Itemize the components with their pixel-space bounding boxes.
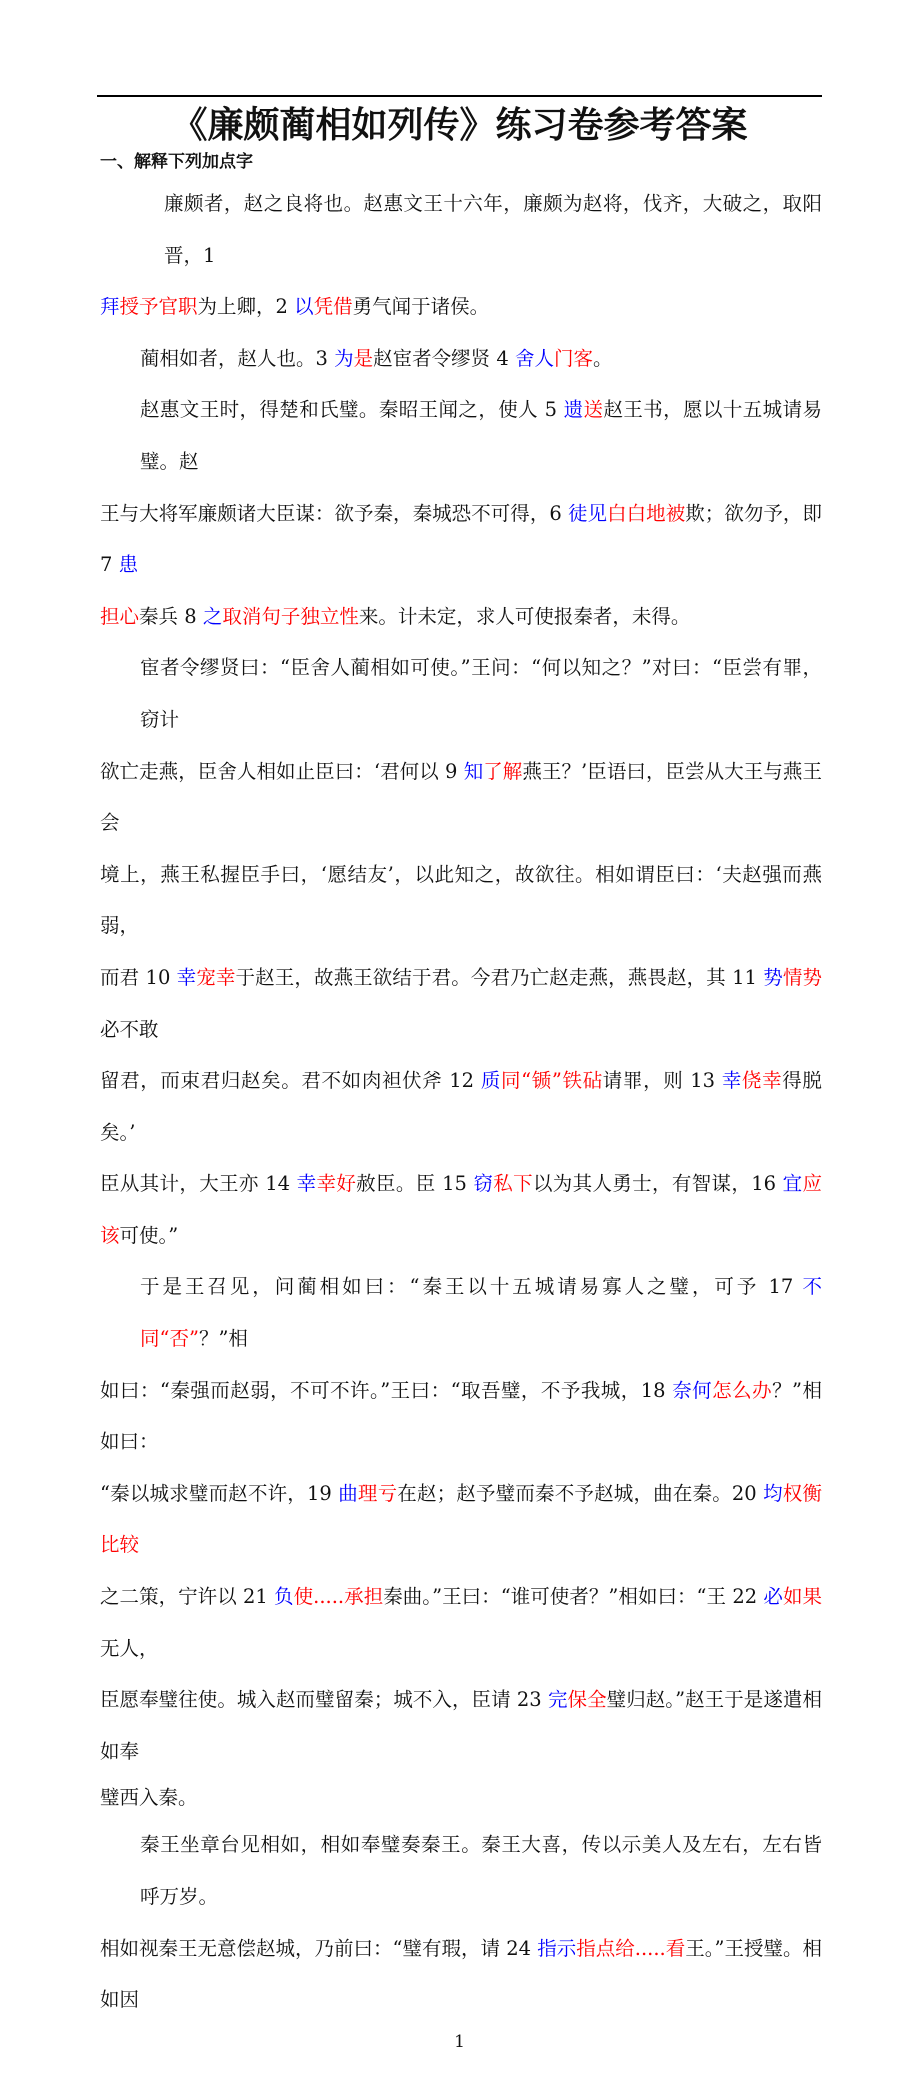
annotated-word: 拜 bbox=[100, 295, 120, 319]
answer-text: 情势 bbox=[782, 965, 822, 989]
body-text: 燕王？’臣语曰，臣尝从大王与燕王会 bbox=[100, 759, 822, 835]
body-text: 可使。” bbox=[119, 1223, 179, 1247]
text-line bbox=[100, 384, 822, 487]
annotated-word: 完 bbox=[547, 1688, 568, 1712]
annotated-word: 患 bbox=[118, 553, 139, 577]
answer-text: 权衡比较 bbox=[100, 1481, 822, 1557]
body-text: 赵王书，愿以十五城请易璧。赵 bbox=[140, 398, 822, 473]
text-line bbox=[100, 849, 822, 952]
body-text: 秦兵 8 bbox=[139, 604, 203, 628]
annotated-word: 舍人 bbox=[514, 346, 554, 370]
text-line bbox=[100, 488, 822, 591]
annotated-word: 以 bbox=[294, 295, 314, 319]
text-line bbox=[100, 1158, 822, 1261]
body-text: 廉颇者，赵之良将也。赵惠文王十六年，廉颇为赵将，伐齐，大破之，取阳晋，1 bbox=[164, 192, 822, 267]
body-text: 无人， bbox=[100, 1636, 159, 1660]
annotated-word: 幸 bbox=[296, 1172, 317, 1196]
answer-text: 如果 bbox=[782, 1585, 822, 1609]
body-text: 为上卿，2 bbox=[197, 295, 295, 319]
text-line bbox=[100, 1819, 822, 1922]
text-line bbox=[100, 281, 822, 333]
answer-text: 保全 bbox=[567, 1688, 607, 1712]
body-text: 来。计未定，求人可使报秦者，未得。 bbox=[358, 604, 691, 628]
annotated-word: 势 bbox=[763, 965, 783, 989]
annotated-word: 为 bbox=[334, 346, 354, 370]
answer-text: 白白地被 bbox=[607, 501, 686, 525]
text-line bbox=[100, 1674, 822, 1777]
answer-text: 门客 bbox=[553, 346, 593, 370]
text-line bbox=[100, 1923, 822, 2026]
page-number: 1 bbox=[454, 2031, 465, 2052]
section-heading: 一、解释下列加点字 bbox=[100, 152, 253, 172]
annotated-word: 指示 bbox=[537, 1936, 577, 1960]
annotated-word: 徒见 bbox=[568, 501, 608, 525]
annotated-word: 幸 bbox=[721, 1069, 742, 1093]
body-text: 以为其人勇士，有智谋，16 bbox=[532, 1172, 783, 1196]
answer-text: 凭借 bbox=[313, 295, 353, 319]
answer-text: 担心 bbox=[100, 604, 140, 628]
body-text: 欲亡走燕，臣舍人相如止臣曰：‘君何以 9 bbox=[100, 759, 464, 783]
body-text: 王。”王授璧。相如因 bbox=[100, 1936, 822, 2012]
text-line bbox=[100, 1777, 822, 1819]
answer-text: 授予官职 bbox=[119, 295, 198, 319]
body-text: 赵惠文王时，得楚和氏璧。秦昭王闻之，使人 5 bbox=[140, 398, 564, 422]
annotated-word: 质 bbox=[480, 1069, 502, 1093]
answer-text: 应该 bbox=[100, 1172, 822, 1247]
body-text: 宦者令缪贤曰：“臣舍人蔺相如可使。”王问：“何以知之？”对曰：“臣尝有罪，窃计 bbox=[140, 656, 822, 731]
answer-text: 使.....承担 bbox=[293, 1585, 384, 1609]
body-text: 秦王坐章台见相如，相如奉璧奏秦王。秦王大喜，传以示美人及左右，左右皆呼万岁。 bbox=[140, 1833, 822, 1908]
annotated-word: 不 bbox=[802, 1275, 822, 1299]
body-text: 赵宦者令缪贤 4 bbox=[373, 346, 515, 370]
annotated-word: 必 bbox=[763, 1585, 783, 1609]
text-line bbox=[100, 1055, 822, 1158]
text-line bbox=[100, 1468, 822, 1571]
answer-text: 幸好 bbox=[316, 1172, 357, 1196]
body-text: 璧归赵。”赵王于是遂遣相如奉 bbox=[100, 1688, 822, 1763]
answer-text: 是 bbox=[353, 346, 374, 370]
body-text: 如曰：“秦强而赵弱，不可不许。”王曰：“取吾璧，不予我城，18 bbox=[100, 1378, 673, 1402]
text-line bbox=[100, 746, 822, 849]
body-text: 王与大将军廉颇诸大臣谋：欲予秦，秦城恐不可得，6 bbox=[100, 501, 569, 525]
body-text: 欺；欲勿予，即 7 bbox=[100, 501, 822, 577]
annotated-word: 曲 bbox=[338, 1481, 358, 1505]
answer-text: 取消句子独立性 bbox=[222, 604, 359, 628]
body-text: ？”相如曰： bbox=[100, 1378, 822, 1454]
annotated-word: 均 bbox=[763, 1481, 783, 1505]
text-line bbox=[100, 333, 822, 385]
annotated-word: 宜 bbox=[782, 1172, 803, 1196]
body-text: 蔺相如者，赵人也。3 bbox=[140, 346, 335, 370]
body-text: 境上，燕王私握臣手曰，‘愿结友’，以此知之，故欲往。相如谓臣曰：‘夫赵强而燕弱， bbox=[100, 862, 822, 938]
text-line bbox=[100, 1571, 822, 1674]
body-text: 秦曲。”王曰：“谁可使者？”相如曰：“王 22 bbox=[383, 1585, 764, 1609]
answer-text: 怎么办 bbox=[712, 1378, 773, 1402]
text-line bbox=[100, 952, 822, 1055]
body-text: 而君 10 bbox=[100, 965, 177, 989]
body-text: 臣从其计，大王亦 14 bbox=[100, 1172, 297, 1196]
answer-text: 侥幸 bbox=[742, 1069, 783, 1093]
body-text: 留君，而束君归赵矣。君不如肉袒伏斧 12 bbox=[100, 1069, 481, 1093]
answer-text: 送 bbox=[583, 398, 604, 422]
header-rule bbox=[97, 95, 822, 97]
annotated-word: 之 bbox=[202, 604, 223, 628]
body-text: 璧西入秦。 bbox=[100, 1786, 198, 1810]
answer-text: 指点给.....看 bbox=[576, 1936, 686, 1960]
annotated-word: 负 bbox=[274, 1585, 294, 1609]
body-text: 相如视秦王无意偿赵城，乃前曰：“璧有瑕，请 24 bbox=[100, 1936, 538, 1960]
body-text: “秦以城求璧而赵不许，19 bbox=[100, 1481, 339, 1505]
body-text: 之二策，宁许以 21 bbox=[100, 1585, 275, 1609]
answer-text: 同“否” bbox=[140, 1327, 199, 1351]
annotated-word: 窃 bbox=[473, 1172, 494, 1196]
body-text: 在赵；赵予璧而秦不予赵城，曲在秦。20 bbox=[397, 1481, 764, 1505]
annotated-word: 遗 bbox=[563, 398, 584, 422]
body-text: 臣愿奉璧往使。城入赵而璧留秦；城不入，臣请 23 bbox=[100, 1688, 548, 1712]
answer-text: 私下 bbox=[493, 1172, 533, 1196]
body-text: 于赵王，故燕王欲结于君。今君乃亡赵走燕，燕畏赵，其 11 bbox=[235, 965, 764, 989]
answer-text: 宠幸 bbox=[196, 965, 236, 989]
answer-text: 了解 bbox=[483, 759, 523, 783]
body-text: 请罪，则 13 bbox=[602, 1069, 722, 1093]
annotated-word: 知 bbox=[463, 759, 484, 783]
body-text: 必不敢 bbox=[100, 1017, 159, 1041]
answer-text: 理亏 bbox=[357, 1481, 398, 1505]
annotated-word: 奈何 bbox=[672, 1378, 713, 1402]
text-line bbox=[100, 591, 822, 643]
text-line bbox=[100, 1261, 822, 1364]
body-text: 。 bbox=[592, 346, 613, 370]
body-text: 于是王召见，问蔺相如曰：“秦王以十五城请易寡人之璧，可予 17 bbox=[140, 1275, 803, 1299]
answer-text: 同“锧”铁砧 bbox=[501, 1069, 603, 1093]
text-line bbox=[100, 642, 822, 745]
document-title: 《廉颇蔺相如列传》练习卷参考答案 bbox=[171, 105, 748, 146]
body-text: ？”相 bbox=[198, 1327, 248, 1351]
body-text: 勇气闻于诸侯。 bbox=[352, 295, 490, 319]
body-text: 得脱矣。’ bbox=[100, 1069, 822, 1144]
text-line bbox=[100, 1365, 822, 1468]
annotated-word: 幸 bbox=[176, 965, 197, 989]
text-line bbox=[100, 178, 822, 281]
body-text: 赦臣。臣 15 bbox=[356, 1172, 474, 1196]
document-body bbox=[97, 178, 822, 2026]
